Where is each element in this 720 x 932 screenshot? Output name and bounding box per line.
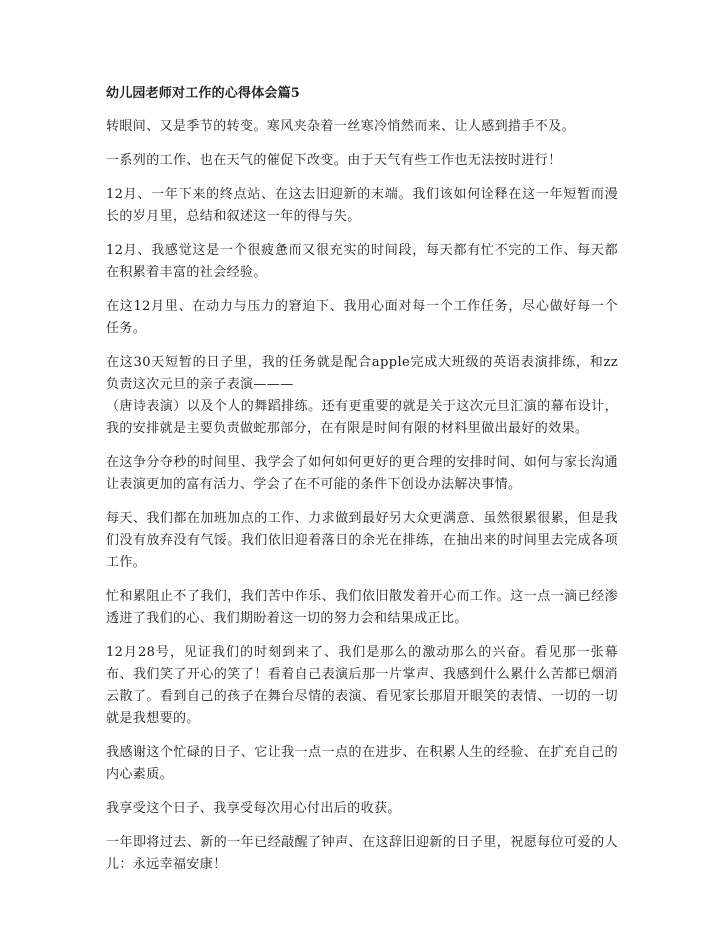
paragraph: 一年即将过去、新的一年已经敲醒了钟声、在这辞旧迎新的日子里，祝愿每位可爱的人儿：永远幸福安康！ (106, 835, 618, 872)
paragraph: 12月、一年下来的终点站、在这去旧迎新的末端。我们该如何诠释在这一年短暂而漫长的岁月里，总结和叙述这一年的得与失。 (106, 187, 618, 224)
paragraph: 在这争分夺秒的时间里、我学会了如何如何更好的更合理的安排时间、如何与家长沟通让表演更加的富有活力、学会了在不可能的条件下创设办法解决事情。 (106, 455, 618, 492)
paragraph: 12月、我感觉这是一个很疲惫而又很充实的时间段，每天都有忙不完的工作、每天都在积累着丰富的社会经验。 (106, 243, 618, 280)
paragraph: 我享受这个日子、我享受每次用心付出后的收获。 (106, 801, 401, 816)
document-title: 幼儿园老师对工作的心得体会篇5 (106, 86, 301, 101)
paragraph: 我感谢这个忙碌的日子、它让我一点一点的在进步、在积累人生的经验、在扩充自己的内心素质。 (106, 745, 618, 782)
paragraph: 一系列的工作、也在天气的催促下改变。由于天气有些工作也无法按时进行！ (106, 153, 562, 168)
paragraph: （唐诗表演）以及个人的舞蹈排练。还有更重要的就是关于这次元旦汇演的幕布设计，我的安排就是主要负责做蛇那部分，在有限是时间有限的材料里做出最好的效果。 (106, 399, 618, 436)
paragraph: 在这30天短暂的日子里，我的任务就是配合apple完成大班级的英语表演排练，和zz负责这次元旦的亲子表演——— (106, 355, 618, 392)
paragraph: 每天、我们都在加班加点的工作、力求做到最好另大众更满意、虽然很累很累，但是我们没有放弃没有气馁。我们依旧迎着落日的余光在排练，在抽出来的时间里去完成各项工作。 (106, 511, 618, 570)
paragraph: 在这12月里、在动力与压力的窘迫下、我用心面对每一个工作任务，尽心做好每一个任务。 (106, 299, 618, 336)
paragraph: 转眼间、又是季节的转变。寒风夹杂着一丝寒冷悄然而来、让人感到措手不及。 (106, 119, 576, 134)
paragraph: 12月28号，见证我们的时刻到来了、我们是那么的激动那么的兴奋。看见那一张幕布、我们笑了开心的笑了！看着自己表演后那一片掌声、我感到什么累什么苦都已烟消云散了。看到自己的孩子在舞台尽情的表演、看见家长那眉开眼笑的表情、一切的一切就是我想要的。 (106, 645, 618, 726)
paragraph: 忙和累阻止不了我们，我们苦中作乐、我们依旧散发着开心而工作。这一点一滴已经渗透进了我们的心、我们期盼着这一切的努力会和结果成正比。 (106, 589, 618, 626)
document-page (106, 84, 618, 888)
